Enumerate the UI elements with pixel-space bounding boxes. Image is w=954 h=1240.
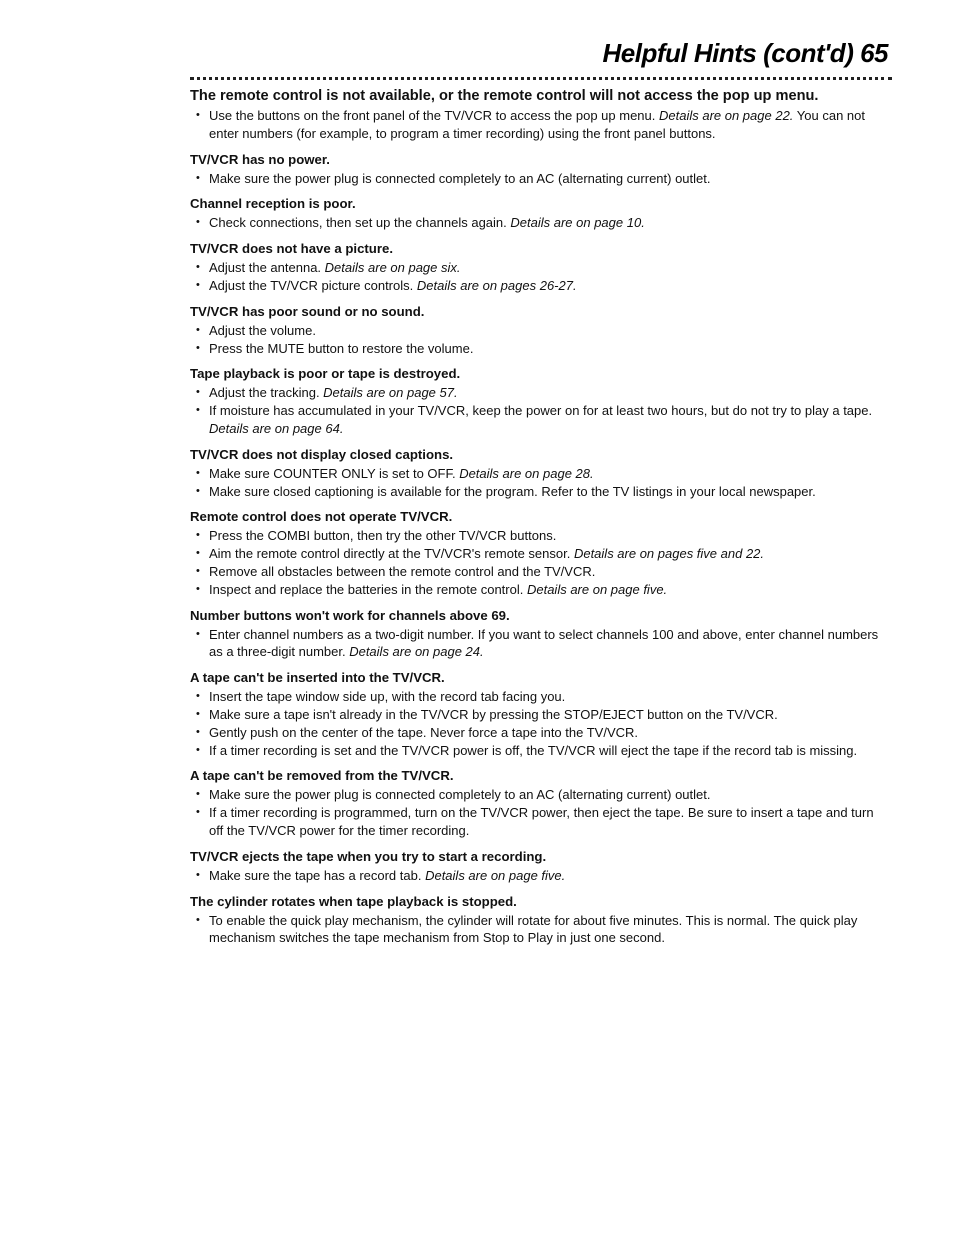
bullet-item [190, 912, 890, 948]
bullet-text: If moisture has accumulated in your TV/VCR, keep the power on for at least two hours, but do not try to play a tape. [209, 403, 873, 419]
bullet-list [190, 322, 890, 358]
bullet-item [190, 483, 890, 501]
bullet-item [190, 527, 890, 545]
hint-section [190, 768, 890, 839]
hint-section [190, 849, 890, 885]
intro-heading: The remote control is not available, or the remote control will not access the pop up menu. [190, 88, 819, 104]
bullet-text: Insert the tape window side up, with the record tab facing you. [209, 689, 566, 705]
section-heading: The cylinder rotates when tape playback is stopped. [190, 893, 517, 909]
bullet-list [190, 465, 890, 501]
bullet-text: Press the COMBI button, then try the other TV/VCR buttons. [209, 528, 557, 544]
hint-section [190, 509, 890, 598]
bullet-text: If a timer recording is set and the TV/VCR power is off, the TV/VCR will eject the tape if the record tab is missing. [209, 742, 858, 758]
page-header-title: Helpful Hints (cont'd) 65 [602, 38, 888, 68]
section-heading: TV/VCR does not have a picture. [190, 241, 393, 257]
bullet-list [190, 867, 890, 885]
bullet-text: Inspect and replace the batteries in the remote control. [209, 581, 527, 597]
bullet-page-ref: Details are on page 24. [349, 644, 484, 660]
bullet-list [190, 912, 890, 948]
bullet-item [190, 259, 890, 277]
bullet-page-ref: Details are on pages 26-27. [416, 277, 577, 293]
bullet-list [190, 259, 890, 295]
section-heading: Channel reception is poor. [190, 196, 356, 212]
bullet-text: Remove all obstacles between the remote control and the TV/VCR. [209, 563, 596, 579]
bullet-list [190, 384, 890, 437]
bullet-page-ref: Details are on pages five and 22. [573, 546, 765, 562]
section-heading: TV/VCR does not display closed captions. [190, 446, 454, 462]
bullet-item [190, 867, 890, 885]
hint-section [190, 447, 890, 501]
bullet-page-ref: Details are on page 57. [323, 385, 458, 401]
bullet-text: To enable the quick play mechanism, the cylinder will rotate for about five minutes. This is normal. The quick play mechanism switches the tape mechanism from Stop to Play in just one second. [209, 912, 858, 946]
bullet-text: Make sure the power plug is connected completely to an AC (alternating current) outlet. [209, 787, 711, 803]
bullet-list [190, 214, 890, 232]
bullet-item [190, 277, 890, 295]
hints-content [190, 88, 890, 956]
hint-section [190, 894, 890, 948]
bullet-text-after: You can not enter numbers (for example, to program a timer recording) using the front panel buttons. [209, 108, 865, 141]
bullet-list [190, 170, 890, 188]
section-heading: TV/VCR ejects the tape when you try to start a recording. [190, 848, 547, 864]
section-heading: Tape playback is poor or tape is destroyed. [190, 366, 461, 382]
bullet-list [190, 626, 890, 662]
bullet-item [190, 688, 890, 706]
bullet-text: Adjust the tracking. [209, 385, 324, 401]
hint-section [190, 304, 890, 358]
section-heading: A tape can't be removed from the TV/VCR. [190, 768, 454, 784]
bullet-text: Adjust the TV/VCR picture controls. [209, 277, 417, 293]
bullet-list [190, 688, 890, 759]
bullet-item [190, 804, 890, 840]
bullet-item [190, 706, 890, 724]
hint-sections [190, 152, 890, 948]
bullet-text: Adjust the antenna. [209, 260, 325, 276]
bullet-page-ref: Details are on page 10. [510, 215, 645, 231]
bullet-text: Aim the remote control directly at the TV/VCR's remote sensor. [209, 546, 574, 562]
bullet-item [190, 170, 890, 188]
bullet-page-ref: Details are on page five. [526, 581, 668, 597]
bullet-text: Adjust the volume. [209, 322, 316, 338]
section-heading: Number buttons won't work for channels above 69. [190, 607, 510, 623]
hint-section [190, 366, 890, 437]
hint-section [190, 241, 890, 295]
bullet-page-ref: Details are on page six. [324, 260, 461, 276]
bullet-item [190, 402, 890, 438]
bullet-item [190, 786, 890, 804]
bullet-list [190, 786, 890, 839]
bullet-text: Gently push on the center of the tape. Never force a tape into the TV/VCR. [209, 724, 639, 740]
bullet-text: Make sure COUNTER ONLY is set to OFF. [209, 465, 460, 481]
bullet-text: Make sure closed captioning is available for the program. Refer to the TV listings in your local newspaper. [209, 483, 816, 499]
bullet-text: Press the MUTE button to restore the volume. [209, 340, 474, 356]
bullet-page-ref: Details are on page five. [425, 867, 566, 883]
section-heading: Remote control does not operate TV/VCR. [190, 509, 453, 525]
section-heading: TV/VCR has no power. [190, 151, 330, 167]
bullet-text: Enter channel numbers as a two-digit number. If you want to select channels 100 and above, enter channel numbers as a three-digit number. [209, 626, 879, 660]
bullet-page-ref: Details are on page 22. [658, 108, 794, 123]
bullet-item [190, 465, 890, 483]
bullet-text: Make sure the power plug is connected completely to an AC (alternating current) outlet. [209, 170, 711, 186]
intro-section [190, 88, 890, 143]
bullet-item [190, 545, 890, 563]
bullet-item [190, 581, 890, 599]
section-heading: TV/VCR has poor sound or no sound. [190, 303, 425, 319]
bullet-text: Use the buttons on the front panel of the TV/VCR to access the pop up menu. [209, 108, 659, 123]
intro-bullet-list [190, 107, 890, 143]
bullet-item [190, 384, 890, 402]
bullet-item [190, 724, 890, 742]
bullet-text: If a timer recording is programmed, turn on the TV/VCR power, then eject the tape. Be sure to insert a tape and turn off the TV/VCR power for the timer recording. [209, 805, 874, 838]
bullet-list [190, 527, 890, 598]
bullet-item [190, 214, 890, 232]
bullet-text: Check connections, then set up the channels again. [209, 215, 511, 231]
header-dotted-rule [190, 77, 892, 80]
bullet-item [190, 107, 890, 143]
bullet-text: Make sure a tape isn't already in the TV/VCR by pressing the STOP/EJECT button on the TV/VCR. [209, 706, 778, 722]
hint-section [190, 670, 890, 759]
bullet-item [190, 322, 890, 340]
section-heading: A tape can't be inserted into the TV/VCR. [190, 670, 445, 686]
bullet-page-ref: Details are on page 64. [209, 420, 344, 436]
bullet-page-ref: Details are on page 28. [459, 465, 594, 481]
hint-section [190, 196, 890, 232]
bullet-item [190, 563, 890, 581]
bullet-item [190, 742, 890, 760]
bullet-item [190, 626, 890, 662]
hint-section [190, 608, 890, 662]
hint-section [190, 152, 890, 188]
bullet-item [190, 340, 890, 358]
bullet-text: Make sure the tape has a record tab. [209, 867, 426, 883]
